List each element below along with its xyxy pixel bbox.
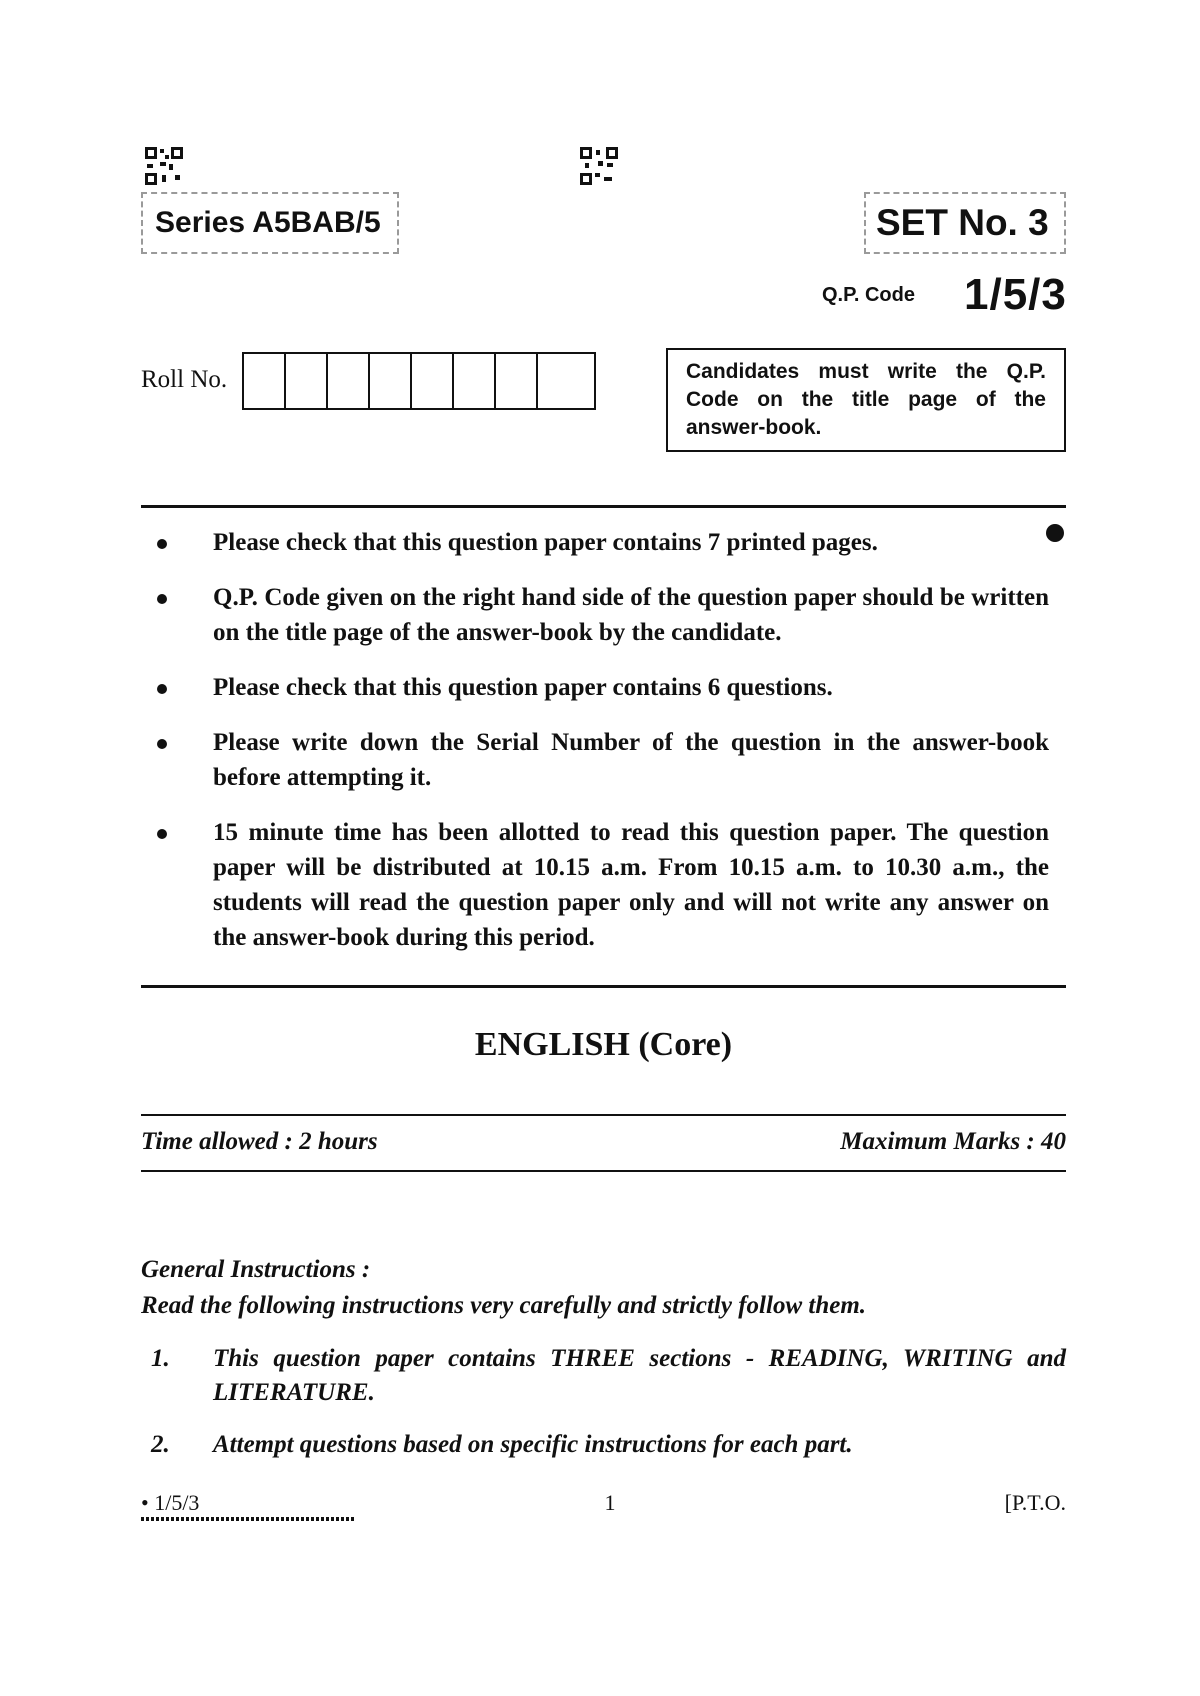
roll-no-cell[interactable] (244, 354, 286, 408)
roll-no-cell[interactable] (328, 354, 370, 408)
bullet-icon (157, 594, 167, 604)
roll-no-cell[interactable] (370, 354, 412, 408)
divider-time-bottom (141, 1170, 1066, 1172)
maximum-marks: Maximum Marks : 40 (840, 1128, 1066, 1155)
roll-no-input[interactable] (242, 352, 596, 410)
series-box (141, 192, 399, 254)
qr-code-icon-center (580, 147, 618, 185)
divider-time-top (141, 1114, 1066, 1116)
instruction-text: Please write down the Serial Number of the question in the answer-book before attempting it. (213, 729, 1049, 791)
footer-underline (141, 1517, 356, 1521)
instruction-text: Please check that this question paper contains 6 questions. (213, 674, 833, 701)
roll-no-cell[interactable] (286, 354, 328, 408)
instruction-text: 15 minute time has been allotted to read this question paper. The question paper will be distributed at 10.15 a.m. From 10.15 a.m. to 10.30 a.m., the students will read the question paper only and will not write any answer on the answer-book during this period. (213, 819, 1049, 951)
qp-code-label: Q.P. Code (822, 284, 915, 306)
general-instruction-item (141, 1342, 1066, 1410)
instruction-item (141, 580, 1049, 650)
instruction-item (141, 670, 1049, 705)
general-instructions-heading: General Instructions : (141, 1256, 371, 1283)
bullet-icon (157, 539, 167, 549)
candidate-notice-text: Candidates must write the Q.P. Code on the title page of the answer-book. (686, 360, 1046, 439)
general-instruction-text: Attempt questions based on specific instructions for each part. (213, 1431, 853, 1458)
general-instruction-text: This question paper contains THREE sections - READING, WRITING and LITERATURE. (213, 1345, 1066, 1406)
page-number: 1 (604, 1490, 616, 1515)
set-number: SET No. 3 (876, 202, 1049, 243)
subject-title: ENGLISH (Core) (474, 1026, 733, 1063)
divider-middle (141, 985, 1066, 988)
divider-top (141, 505, 1066, 508)
qr-code-icon-left (145, 147, 183, 185)
instruction-text: Q.P. Code given on the right hand side of the question paper should be written on the title page of the answer-book by the candidate. (213, 584, 1049, 646)
series-label: Series A5BAB/5 (155, 206, 381, 239)
footer-code: • 1/5/3 (141, 1490, 200, 1515)
instruction-list (141, 525, 1049, 975)
roll-no-cell[interactable] (454, 354, 496, 408)
candidate-notice-box (666, 348, 1066, 452)
set-number-box (864, 192, 1066, 254)
bullet-icon (157, 684, 167, 694)
roll-no-cell[interactable] (496, 354, 538, 408)
roll-no-cell[interactable] (538, 354, 580, 408)
roll-no-cell[interactable] (412, 354, 454, 408)
instruction-text: Please check that this question paper contains 7 printed pages. (213, 529, 878, 556)
qp-code-value: 1/5/3 (964, 270, 1067, 319)
general-instruction-number: 2. (151, 1431, 170, 1458)
general-instruction-number: 1. (151, 1345, 170, 1372)
bullet-icon (157, 739, 167, 749)
roll-no-label: Roll No. (141, 366, 228, 393)
instruction-item (141, 815, 1049, 955)
instruction-item (141, 525, 1049, 560)
instruction-item (141, 725, 1049, 795)
pto-label: [P.T.O. (1004, 1490, 1066, 1515)
general-instruction-item (141, 1428, 1066, 1462)
general-instructions-intro: Read the following instructions very carefully and strictly follow them. (141, 1292, 867, 1319)
general-instructions-list (141, 1342, 1066, 1480)
time-allowed: Time allowed : 2 hours (141, 1128, 378, 1155)
bullet-icon (157, 829, 167, 839)
